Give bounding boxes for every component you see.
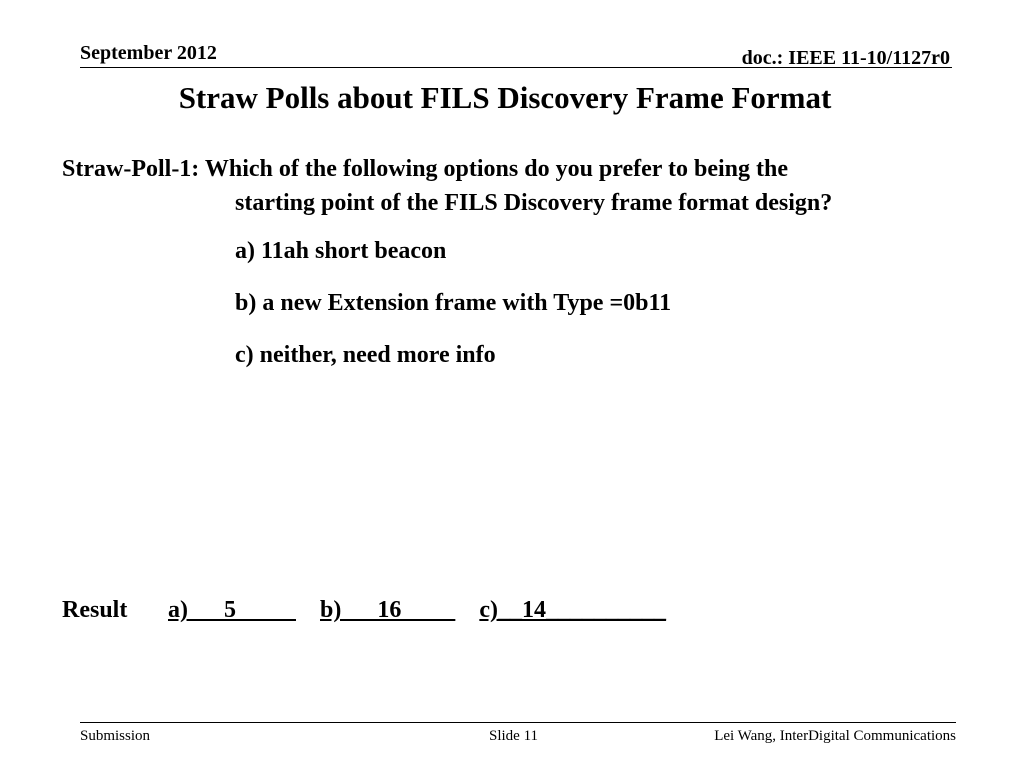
poll-question-line-2: starting point of the FILS Discovery frame format design? — [235, 190, 833, 216]
poll-option-a: a) 11ah short beacon — [235, 238, 447, 264]
slide-title: Straw Polls about FILS Discovery Frame Format — [178, 80, 832, 115]
poll-question-line-1: Straw-Poll-1: Which of the following options do you prefer to being the — [62, 156, 789, 182]
poll-options — [62, 234, 982, 372]
result-b: b) 16 — [320, 597, 456, 623]
header-date: September 2012 — [80, 42, 217, 64]
footer-divider — [80, 722, 956, 723]
straw-poll-block — [62, 152, 982, 390]
result-row — [62, 597, 666, 624]
header-divider — [80, 67, 952, 68]
footer-slide-number: Slide 11 — [489, 728, 539, 744]
footer-author: Lei Wang, InterDigital Communications — [714, 728, 956, 744]
footer-submission: Submission — [80, 728, 151, 744]
poll-option-c: c) neither, need more info — [235, 342, 496, 368]
result-c: c)__14__________ — [479, 597, 666, 623]
header-doc-id: doc.: IEEE 11-10/1127r0 — [741, 47, 950, 69]
result-label: Result — [62, 597, 128, 623]
result-a: a) 5 — [168, 597, 296, 623]
poll-option-b: b) a new Extension frame with Type =0b11 — [235, 290, 672, 316]
